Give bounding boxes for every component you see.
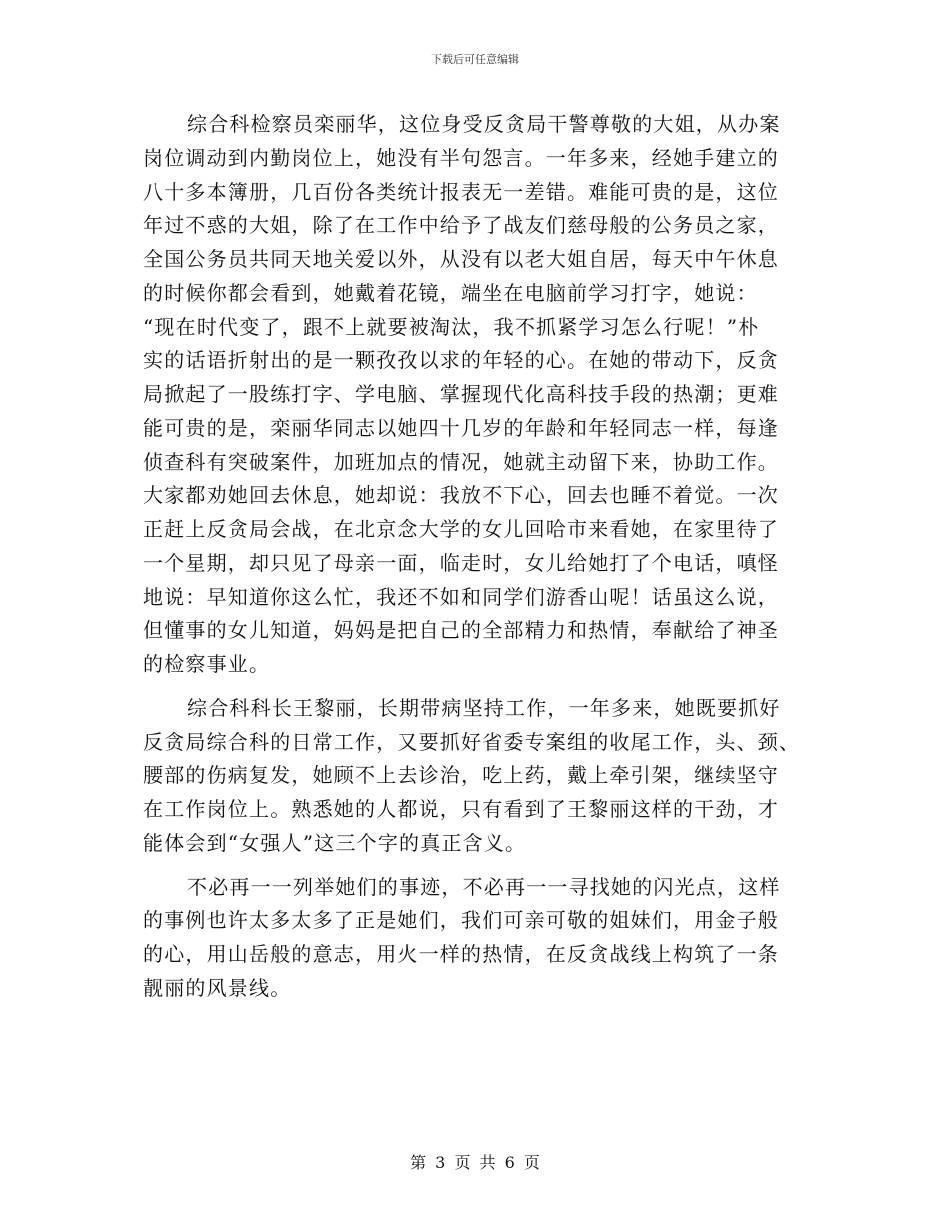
- text-line: 的心，用山岳般的意志，用火一样的热情，在反贪战线上构筑了一条: [143, 942, 779, 966]
- page-number: 第 3 页 共 6 页: [410, 1153, 540, 1172]
- text-line: 全国公务员共同天地关爱以外，从没有以老大姐自居，每天中午休息: [143, 247, 779, 271]
- text-line: 年过不惑的大姐，除了在工作中给予了战友们慈母般的公务员之家，: [143, 213, 779, 238]
- text-line: 不必再一一列举她们的事迹，不必再一一寻找她的闪光点，这样: [187, 874, 781, 899]
- text-line: 在工作岗位上。熟悉她的人都说，只有看到了王黎丽这样的干劲，才: [143, 797, 779, 821]
- paragraph-conclusion: [143, 871, 807, 1006]
- text-line: 侦查科有突破案件，加班加点的情况，她就主动留下来，协助工作。: [143, 449, 779, 474]
- text-line: 的时候你都会看到，她戴着花镜，端坐在电脑前学习打字，她说：: [143, 280, 758, 305]
- text-line: 反贪局综合科的日常工作，又要抓好省委专案组的收尾工作，头、颈、: [143, 729, 801, 754]
- paragraph-wang-lili: [143, 692, 807, 861]
- paragraph-luan-lihua: [143, 108, 807, 682]
- text-line: 大家都劝她回去休息，她却说：我放不下心，回去也睡不着觉。一次: [143, 483, 779, 508]
- text-line: 但懂事的女儿知道，妈妈是把自己的全部精力和热情，奉献给了神圣: [143, 618, 779, 643]
- document-body: [143, 108, 807, 1016]
- text-line: 实的话语折射出的是一颗孜孜以求的年轻的心。在她的带动下，反贪: [143, 348, 779, 373]
- text-line: 一个星期，却只见了母亲一面，临走时，女儿给她打了个电话，嗔怪: [143, 550, 779, 575]
- text-line: 八十多本簿册，几百份各类统计报表无一差错。难能可贵的是，这位: [143, 179, 779, 204]
- text-line: 综合科科长王黎丽，长期带病坚持工作，一年多来，她既要抓好: [187, 695, 781, 720]
- text-line: 的检察事业。: [143, 652, 271, 676]
- text-line: 综合科检察员栾丽华，这位身受反贪局干警尊敬的大姐，从办案: [187, 112, 781, 136]
- text-line: 岗位调动到内勤岗位上，她没有半句怨言。一年多来，经她手建立的: [143, 145, 779, 170]
- text-line: 腰部的伤病复发，她顾不上去诊治，吃上药，戴上牵引架，继续坚守: [143, 763, 779, 788]
- page-header: 下载后可任意编辑: [431, 53, 519, 66]
- text-line: “现在时代变了，跟不上就要被淘汰，我不抓紧学习怎么行呢！”朴: [143, 314, 760, 339]
- text-line: 局掀起了一股练打字、学电脑、掌握现代化高科技手段的热潮；更难: [143, 382, 779, 406]
- text-line: 能体会到“女强人”这三个字的真正含义。: [143, 830, 527, 855]
- text-line: 正赶上反贪局会战，在北京念大学的女儿回哈市来看她，在家里待了: [143, 517, 779, 541]
- text-line: 能可贵的是，栾丽华同志以她四十几岁的年龄和年轻同志一样，每逢: [143, 415, 779, 440]
- text-line: 靓丽的风景线。: [143, 975, 292, 1000]
- text-line: 的事例也许太多太多了正是她们，我们可亲可敬的姐妹们，用金子般: [143, 908, 779, 933]
- text-line: 地说：早知道你这么忙，我还不如和同学们游香山呢！话虽这么说，: [143, 584, 779, 609]
